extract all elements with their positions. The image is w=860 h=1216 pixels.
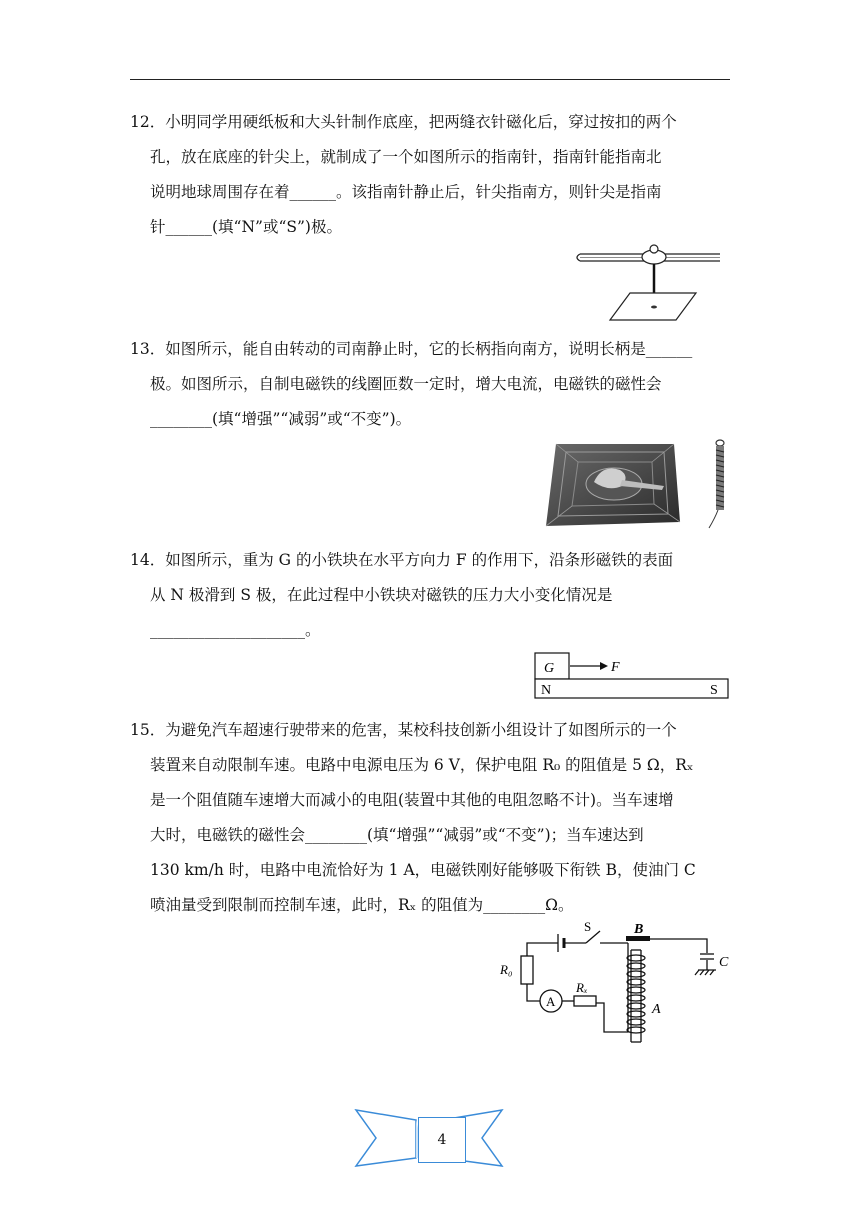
q14-line-3: ____________________。: [150, 621, 321, 639]
q12-line-2: 孔，放在底座的针尖上，就制成了一个如图所示的指南针，指南针能指南北: [150, 148, 662, 166]
armature-label: B: [634, 922, 644, 937]
q13-line-3: ________(填“增强”“减弱”或“不变”)。: [150, 410, 412, 428]
throttle-label: C: [719, 955, 729, 970]
bar-magnet-figure: [534, 652, 730, 700]
q14-line-1: 14．如图所示，重为 G 的小铁块在水平方向力 F 的作用下，沿条形磁铁的表面: [130, 551, 674, 569]
q12-line-1: 12．小明同学用硬纸板和大头针制作底座，把两缝衣针磁化后，穿过按扣的两个: [130, 113, 677, 131]
question-15: [130, 713, 735, 923]
q15-line-1: 15．为避免汽车超速行驶带来的危害，某校科技创新小组设计了如图所示的一个: [130, 721, 677, 739]
header-rule: [130, 79, 730, 80]
ammeter-label: A: [546, 994, 556, 1009]
q12-line-3: 说明地球周围存在着______。该指南针静止后，针尖指南方，则针尖是指南: [150, 183, 662, 201]
block-label-g: G: [544, 661, 555, 676]
q15-line-3: 是一个阻值随车速增大而减小的电阻(装置中其他的电阻忽略不计)。当车速增: [150, 791, 674, 809]
page-number-text: 4: [437, 1132, 447, 1148]
force-label-f: F: [611, 660, 620, 675]
q15-line-4: 大时，电磁铁的磁性会________(填“增强”“减弱”或“不变”)；当车速达到: [150, 826, 644, 844]
coil-label: A: [652, 1002, 661, 1017]
sinan-compass-photo: [542, 440, 682, 530]
question-14: [130, 543, 735, 648]
question-13: [130, 332, 735, 437]
pole-n-label: N: [541, 683, 552, 698]
bar-magnet: [535, 679, 728, 698]
compass-needle-figure: [570, 240, 730, 322]
q15-line-6: 喷油量受到限制而控制车速，此时，Rₓ 的阻值为________Ω。: [150, 896, 574, 914]
r0-label: R₀: [500, 962, 513, 977]
q12-line-4: 针______(填“N”或“S”)极。: [150, 218, 342, 236]
q13-line-1: 13．如图所示，能自由转动的司南静止时，它的长柄指向南方，说明长柄是______: [130, 340, 693, 358]
page-number: [418, 1117, 466, 1163]
electromagnet-coil-photo: [705, 438, 731, 532]
question-12: [130, 105, 735, 245]
q13-line-2: 极。如图所示，自制电磁铁的线圈匝数一定时，增大电流，电磁铁的磁性会: [150, 375, 662, 393]
q15-line-5: 130 km/h 时，电路中电流恰好为 1 A，电磁铁刚好能够吸下衔铁 B，使油门 C: [150, 861, 696, 879]
q15-line-2: 装置来自动限制车速。电路中电源电压为 6 V，保护电阻 R₀ 的阻值是 5 Ω，Rₓ: [150, 756, 694, 774]
speed-limit-circuit-diagram: [496, 920, 736, 1048]
pole-s-label: S: [710, 683, 718, 698]
switch-label: S: [584, 920, 592, 934]
rx-label: Rₓ: [576, 980, 588, 995]
q14-line-2: 从 N 极滑到 S 极，在此过程中小铁块对磁铁的压力大小变化情况是: [150, 586, 613, 604]
